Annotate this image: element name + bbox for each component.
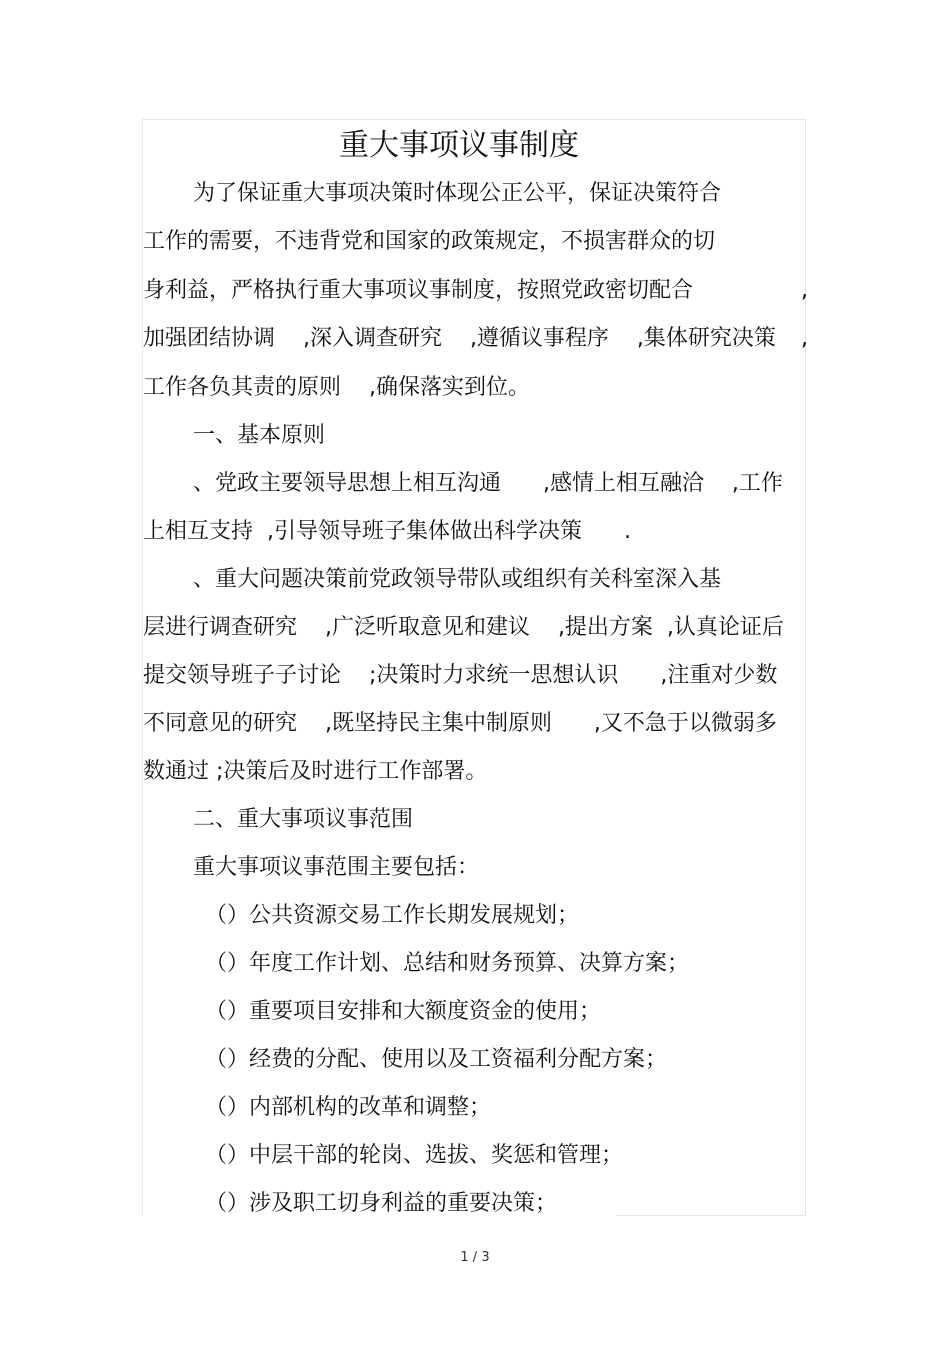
list-item: （）重要项目安排和大额度资金的使用； [205, 999, 602, 1024]
section1-line-3: 、重大问题决策前党政领导带队或组织有关科室深入基 [193, 567, 722, 592]
section1-line-2: 上相互支持 ,引导领导班子集体做出科学决策 . [143, 519, 631, 544]
section1-line-4: 层进行调查研究 ,广泛听取意见和建议 ,提出方案 ,认真论证后 [143, 615, 784, 640]
list-item: （）公共资源交易工作长期发展规划； [205, 903, 580, 928]
page-number: 1 / 3 [460, 1250, 490, 1265]
list-item: （）年度工作计划、总结和财务预算、决算方案； [205, 951, 690, 976]
list-item: （）经费的分配、使用以及工资福利分配方案； [205, 1047, 668, 1072]
intro-line-2: 工作的需要，不违背党和国家的政策规定，不损害群众的切 [143, 229, 716, 254]
intro-trailing-comma-1: , [801, 278, 808, 303]
intro-line-4: 加强团结协调 ,深入调查研究 ,遵循议事程序 ,集体研究决策 [143, 326, 776, 351]
intro-line-3: 身利益，严格执行重大事项议事制度，按照党政密切配合 [143, 278, 694, 303]
intro-line-1: 为了保证重大事项决策时体现公正公平，保证决策符合 [193, 181, 722, 206]
section2-heading: 二、重大事项议事范围 [193, 807, 414, 832]
section2-intro: 重大事项议事范围主要包括： [193, 855, 480, 880]
section1-heading: 一、基本原则 [193, 423, 326, 448]
list-item: （）中层干部的轮岗、选拔、奖惩和管理； [205, 1143, 624, 1168]
section1-line-7: 数通过 ;决策后及时进行工作部署。 [143, 759, 488, 784]
section1-line-1: 、党政主要领导思想上相互沟通 ,感情上相互融洽 ,工作 [193, 471, 783, 496]
list-item: （）内部机构的改革和调整； [205, 1095, 492, 1120]
intro-line-5: 工作各负其责的原则 ,确保落实到位。 [143, 375, 530, 400]
page-frame-bottom-edge [616, 1215, 806, 1216]
intro-trailing-comma-2: , [801, 326, 808, 351]
document-title-text: 重大事项议事制度 [339, 128, 579, 163]
section1-line-6: 不同意见的研究 ,既坚持民主集中制原则 ,又不急于以微弱多 [143, 711, 777, 736]
section1-line-5: 提交领导班子子讨论 ;决策时力求统一思想认识 ,注重对少数 [143, 663, 778, 688]
list-item: （）涉及职工切身利益的重要决策； [205, 1191, 558, 1216]
document-title [0, 124, 950, 168]
